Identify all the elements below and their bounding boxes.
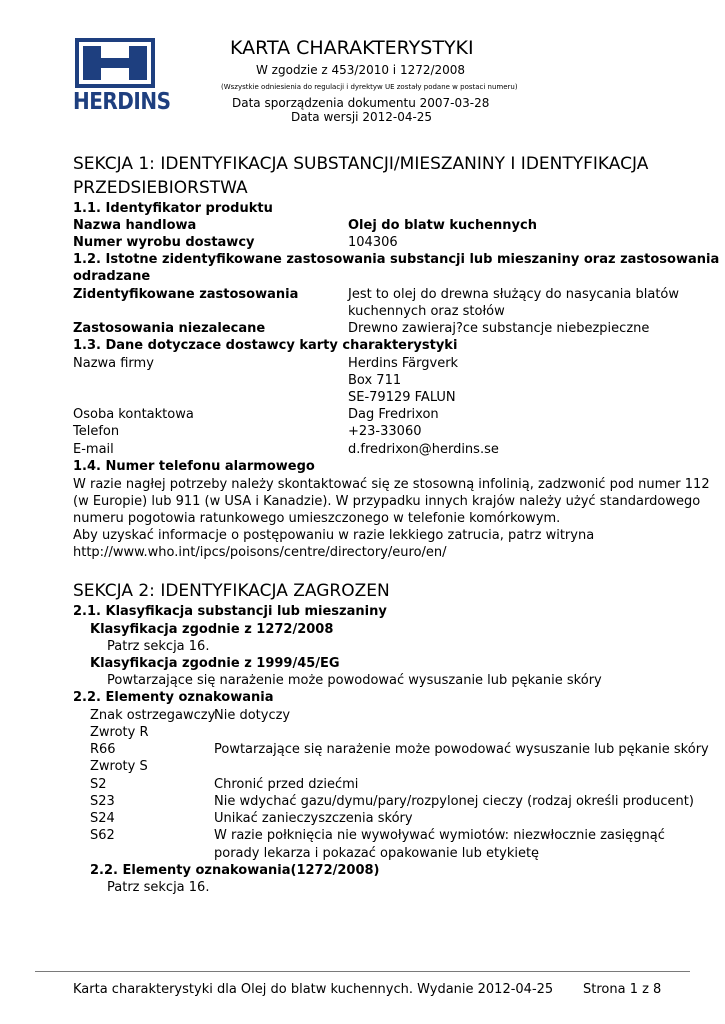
regulation-note: (Wszystkie odniesienia do regulacji i dyrektyw UE zostały podane w postaci numeru) <box>221 83 518 91</box>
trade-name-value: Olej do blatw kuchennych <box>348 218 537 233</box>
s12-heading-line2: odradzane <box>73 269 151 284</box>
s22b-heading: 2.2. Elementy oznakowania(1272/2008) <box>90 863 380 878</box>
s62-text-line2: porady lekarza i pokazać opakowanie lub etykietę <box>214 846 540 861</box>
s22b-text: Patrz sekcja 16. <box>107 880 210 895</box>
clp-text: Patrz sekcja 16. <box>107 639 210 654</box>
document-title: KARTA CHARAKTERYSTYKI <box>230 37 474 59</box>
contact-value: Dag Fredrixon <box>348 407 439 422</box>
s24-code: S24 <box>90 811 115 826</box>
identified-uses-line1: Jest to olej do drewna służący do nasycania blatów <box>348 287 679 302</box>
phone-value: +23-33060 <box>348 424 422 439</box>
identified-uses-line2: kuchennych oraz stołów <box>348 304 505 319</box>
s21-heading: 2.1. Klasyfikacja substancji lub mieszaniny <box>73 604 387 619</box>
date-version: Data wersji 2012-04-25 <box>291 110 433 124</box>
s62-text-line1: W razie połknięcia nie wywoływać wymiotów: niezwłocznie zasięgnąć <box>214 828 665 843</box>
phone-label: Telefon <box>73 424 120 439</box>
regulation-line: W zgodzie z 453/2010 i 1272/2008 <box>256 63 466 77</box>
s12-heading-line1: 1.2. Istotne zidentyfikowane zastosowania substancji lub mieszaniny oraz zastosowania <box>73 252 720 267</box>
advised-against-label: Zastosowania niezalecane <box>73 321 266 336</box>
s62-code: S62 <box>90 828 115 843</box>
section1-heading-line2: PRZEDSIEBIORSTWA <box>73 178 248 198</box>
footer-divider <box>35 971 690 972</box>
s11-heading: 1.1. Identyfikator produktu <box>73 201 273 216</box>
trade-name-label: Nazwa handlowa <box>73 218 197 233</box>
s2-text: Chronić przed dziećmi <box>214 777 359 792</box>
clp-heading: Klasyfikacja zgodnie z 1272/2008 <box>90 622 334 637</box>
company-line3: SE-79129 FALUN <box>348 390 456 405</box>
logo-wordmark: HERDINS <box>73 87 171 115</box>
date-created: Data sporządzenia dokumentu 2007-03-28 <box>232 96 490 110</box>
warning-sign-value: Nie dotyczy <box>214 708 291 723</box>
section1-heading-line1: SEKCJA 1: IDENTYFIKACJA SUBSTANCJI/MIESZANINY I IDENTYFIKACJA <box>73 154 649 174</box>
s22-heading: 2.2. Elementy oznakowania <box>73 690 274 705</box>
s24-text: Unikać zanieczyszczenia skóry <box>214 811 413 826</box>
company-line2: Box 711 <box>348 373 402 388</box>
s23-text: Nie wdychać gazu/dymu/pary/rozpylonej cieczy (rodzaj określi producent) <box>214 794 694 809</box>
dpd-text: Powtarzające się narażenie może powodować wysuszanie lub pękanie skóry <box>107 673 602 688</box>
s14-line3: numeru pogotowia ratunkowego umieszczonego w telefonie komórkowym. <box>73 511 561 526</box>
footer-page-number: Strona 1 z 8 <box>583 982 662 997</box>
company-line1: Herdins Färgverk <box>348 356 459 371</box>
s23-code: S23 <box>90 794 115 809</box>
s2-code: S2 <box>90 777 107 792</box>
company-label: Nazwa firmy <box>73 356 154 371</box>
dpd-heading: Klasyfikacja zgodnie z 1999/45/EG <box>90 656 340 671</box>
s14-heading: 1.4. Numer telefonu alarmowego <box>73 459 315 474</box>
s13-heading: 1.3. Dane dotyczace dostawcy karty charakterystyki <box>73 338 458 353</box>
supplier-no-label: Numer wyrobu dostawcy <box>73 235 255 250</box>
s14-line1: W razie nagłej potrzeby należy skontaktować się ze stosowną infolinią, zadzwonić pod numer 112 <box>73 477 710 492</box>
r-phrases-label: Zwroty R <box>90 725 149 740</box>
contact-label: Osoba kontaktowa <box>73 407 194 422</box>
footer-document-info: Karta charakterystyki dla Olej do blatw kuchennych. Wydanie 2012-04-25 <box>73 982 554 997</box>
s14-line4: Aby uzyskać informacje o postępowaniu w razie lekkiego zatrucia, patrz witryna <box>73 528 595 543</box>
who-link[interactable]: http://www.who.int/ipcs/poisons/centre/directory/euro/en/ <box>73 545 447 560</box>
advised-against-value: Drewno zawieraj?ce substancje niebezpieczne <box>348 321 650 336</box>
email-label: E-mail <box>73 442 114 457</box>
warning-sign-label: Znak ostrzegawczy <box>90 708 216 723</box>
s14-line2: (w Europie) lub 911 (w USA i Kanadzie). W przypadku innych krajów należy użyć standardowego <box>73 494 701 509</box>
section2-heading: SEKCJA 2: IDENTYFIKACJA ZAGROZEN <box>73 581 390 601</box>
r66-code: R66 <box>90 742 116 757</box>
email-value[interactable]: d.fredrixon@herdins.se <box>348 442 499 457</box>
r66-text: Powtarzające się narażenie może powodować wysuszanie lub pękanie skóry <box>214 742 709 757</box>
supplier-no-value: 104306 <box>348 235 398 250</box>
s-phrases-label: Zwroty S <box>90 759 148 774</box>
identified-uses-label: Zidentyfikowane zastosowania <box>73 287 299 302</box>
